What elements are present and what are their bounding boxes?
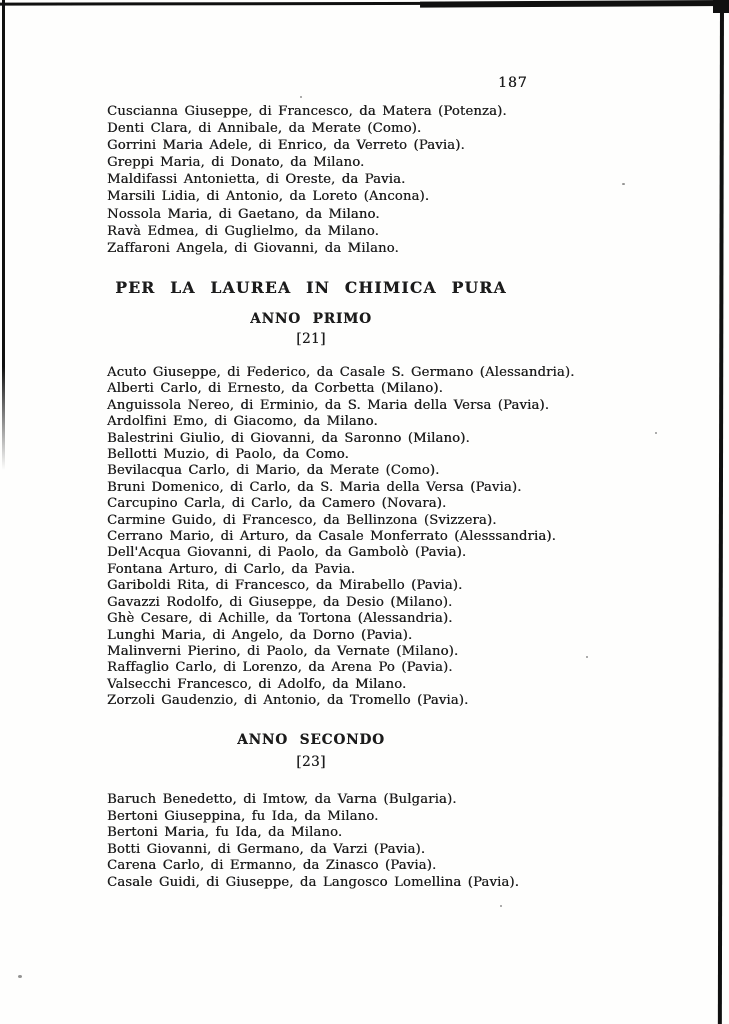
scan-speck: [500, 905, 502, 907]
student-entry: Marsili Lidia, di Antonio, da Loreto (Ancona).: [107, 189, 430, 205]
student-entry: Bertoni Maria, fu Ida, da Milano.: [107, 825, 343, 840]
student-entry: Ardolfini Emo, di Giacomo, da Milano.: [107, 414, 378, 430]
page-number: 187: [498, 75, 528, 91]
student-entry: Cuscianna Giuseppe, di Francesco, da Matera (Potenza).: [107, 104, 507, 119]
anno-secondo-count: [23]: [296, 754, 326, 770]
student-entry: Cerrano Mario, di Arturo, da Casale Monferrato (Alesssandria).: [107, 529, 556, 545]
student-entry: Bellotti Muzio, di Paolo, da Como.: [107, 447, 349, 463]
scan-speck: [622, 183, 625, 185]
scan-speck: [655, 432, 657, 434]
anno-primo-heading: ANNO PRIMO: [250, 311, 372, 327]
student-entry: Nossola Maria, di Gaetano, da Milano.: [107, 206, 380, 222]
student-list-anno-secondo: [107, 792, 519, 891]
scan-border-left: [2, 0, 5, 470]
student-entry: Alberti Carlo, di Ernesto, da Corbetta (Milano).: [107, 381, 443, 397]
scan-speck: [586, 656, 588, 658]
student-entry: Dell'Acqua Giovanni, di Paolo, da Gambolò (Pavia).: [107, 545, 467, 561]
student-entry: Denti Clara, di Annibale, da Merate (Como).: [107, 121, 422, 137]
student-entry: Zaffaroni Angela, di Giovanni, da Milano.: [107, 240, 399, 256]
student-entry: Raffaglio Carlo, di Lorenzo, da Arena Po (Pavia).: [107, 660, 453, 676]
student-entry: Anguissola Nereo, di Erminio, da S. Maria della Versa (Pavia).: [107, 397, 550, 413]
student-entry: Gorrini Maria Adele, di Enrico, da Verreto (Pavia).: [107, 138, 465, 154]
student-entry: Ghè Cesare, di Achille, da Tortona (Alessandria).: [107, 611, 453, 627]
scan-border-top-right: [420, 0, 729, 8]
student-entry: Ravà Edmea, di Guglielmo, da Milano.: [107, 223, 379, 239]
student-entry: Carena Carlo, di Ermanno, da Zinasco (Pavia).: [107, 858, 437, 873]
student-entry: Botti Giovanni, di Germano, da Varzi (Pavia).: [107, 841, 426, 857]
student-entry: Bertoni Giuseppina, fu Ida, da Milano.: [107, 808, 379, 824]
student-entry: Carcupino Carla, di Carlo, da Camero (Novara).: [107, 496, 447, 512]
student-entry: Gariboldi Rita, di Francesco, da Mirabello (Pavia).: [107, 578, 463, 594]
student-entry: Acuto Giuseppe, di Federico, da Casale S. Germano (Alessandria).: [107, 365, 575, 380]
scan-speck: [300, 96, 302, 98]
degree-title: PER LA LAUREA IN CHIMICA PURA: [115, 278, 507, 297]
student-list-continued: [107, 103, 507, 257]
student-entry: Greppi Maria, di Donato, da Milano.: [107, 155, 365, 171]
student-entry: Baruch Benedetto, di Imtow, da Varna (Bulgaria).: [107, 792, 457, 807]
student-list-anno-primo: [107, 365, 575, 710]
student-entry: Balestrini Giulio, di Giovanni, da Saronno (Milano).: [107, 430, 470, 446]
student-entry: Fontana Arturo, di Carlo, da Pavia.: [107, 561, 356, 577]
student-entry: Casale Guidi, di Giuseppe, da Langosco Lomellina (Pavia).: [107, 874, 520, 890]
anno-primo-count: [21]: [296, 331, 326, 347]
student-entry: Zorzoli Gaudenzio, di Antonio, da Tromello (Pavia).: [107, 693, 469, 709]
student-entry: Valsecchi Francesco, di Adolfo, da Milano.: [107, 676, 407, 692]
scan-border-right: [718, 0, 724, 1024]
student-entry: Maldifassi Antonietta, di Oreste, da Pavia.: [107, 172, 406, 188]
student-entry: Lunghi Maria, di Angelo, da Dorno (Pavia).: [107, 627, 413, 643]
anno-secondo-heading: ANNO SECONDO: [237, 732, 385, 748]
student-entry: Bevilacqua Carlo, di Mario, da Merate (Como).: [107, 463, 440, 479]
student-entry: Malinverni Pierino, di Paolo, da Vernate (Milano).: [107, 643, 459, 659]
student-entry: Gavazzi Rodolfo, di Giuseppe, da Desio (Milano).: [107, 594, 453, 610]
scan-speck: [18, 975, 22, 978]
student-entry: Carmine Guido, di Francesco, da Bellinzona (Svizzera).: [107, 512, 497, 528]
student-entry: Bruni Domenico, di Carlo, da S. Maria della Versa (Pavia).: [107, 479, 522, 495]
